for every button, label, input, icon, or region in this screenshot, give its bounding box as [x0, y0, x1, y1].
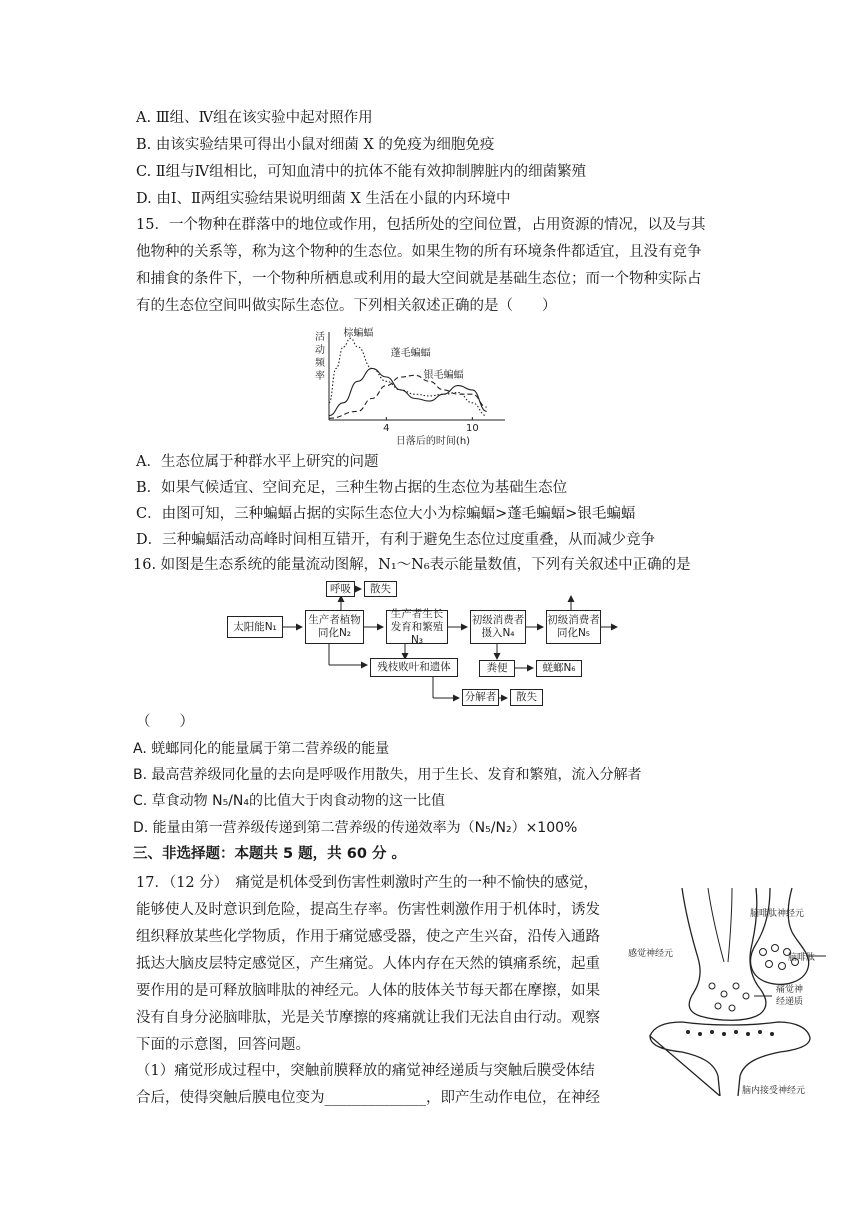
respiration-box: 呼吸: [326, 581, 355, 597]
enkephalin-neuron-outline: [751, 888, 809, 984]
pain-nt-label-2: 经递质: [776, 997, 804, 1007]
q16-stem: 16. 如图是生态系统的能量流动图解，N₁～N₆表示能量数值，下列有关叙述中正确的是: [133, 557, 691, 573]
q15-option-c: C．由图可知，三种蝙蝠占据的实际生态位大小为棕蝙蝠>蓬毛蝙蝠>银毛蝙蝠: [136, 506, 636, 522]
q16-option-a: A. 蜣螂同化的能量属于第二营养级的能量: [133, 741, 390, 757]
q15-option-b: B．如果气候适宜、空间充足，三种生物占据的生态位为基础生态位: [136, 480, 568, 496]
q14-option-b: B. 由该实验结果可得出小鼠对细菌 X 的免疫为细胞免疫: [136, 137, 495, 153]
q17-line: 17．（12 分） 痛觉是机体受到伤害性刺激时产生的一种不愉快的感觉，: [136, 875, 599, 891]
series-label: 棕蝙蝠: [343, 328, 374, 339]
producer-assimilation-box: 生产者植物同化N₂: [305, 610, 364, 644]
svg-text:动: 动: [315, 345, 325, 356]
series-line-3: [329, 375, 487, 418]
q17-line: 能够使人及时意识到危险，提高生存率。伤害性刺激作用于机体时，诱发: [136, 902, 600, 918]
q15-stem-line: 和捕食的条件下，一个物种所栖息或利用的最大空间就是基础生态位；而一个物种实际占: [136, 271, 702, 287]
x-tick-label: 4: [383, 423, 390, 434]
q16-option-b: B. 最高营养级同化量的去向是呼吸作用散失，用于生长、发育和繁殖，流入分解者: [133, 767, 642, 783]
producer-growth-box: 生产者生长发育和繁殖N₃: [386, 610, 448, 644]
svg-text:频: 频: [315, 358, 325, 369]
sensory-neuron-label: 感觉神经元: [628, 949, 674, 959]
y-axis-label: [315, 331, 326, 382]
sun-energy-box: 太阳能N₁: [227, 616, 283, 638]
primary-consumer-intake-box: 初级消费者摄入N₄: [470, 610, 526, 644]
q17-line: 要作用的是可释放脑啡肽的神经元。人体的肢体关节每天都在摩擦，如果: [136, 983, 600, 999]
decomposer-box: 分解者: [462, 689, 499, 706]
q16-answer-bracket: （ ）: [136, 714, 194, 730]
q14-option-c: C. Ⅱ组与Ⅳ组相比，可知血清中的抗体不能有效抑制脾脏内的细菌繁殖: [136, 164, 587, 180]
pain-nt-label: 痛觉神: [776, 985, 804, 995]
q17-line: （1）痛觉形成过程中，突触前膜释放的痛觉神经递质与突触后膜受体结: [136, 1063, 595, 1079]
postsynaptic-membrane: [650, 1022, 810, 1096]
q16-option-d: D. 能量由第一营养级传递到第二营养级的传递效率为（N₅/N₂）×100%: [133, 820, 578, 836]
dung-beetle-box: 蜣螂N₆: [536, 660, 582, 677]
q17-line: 组织释放某些化学物质，作用于痛觉感受器，使之产生兴奋，沿传入通路: [136, 929, 600, 945]
series-label: 蓬毛蝙蝠: [390, 348, 431, 359]
q15-stem-line: 有的生态位空间叫做实际生态位。下列相关叙述正确的是（ ）: [136, 298, 557, 314]
q17-line: 没有自身分泌脑啡肽，光是关节摩擦的疼痛就让我们无法自由行动。观察: [136, 1010, 600, 1026]
enkephalin-label: 脑啡肽: [788, 953, 816, 963]
enk-neuron-label: 脑啡肽神经元: [750, 909, 805, 919]
q14-option-d: D. 由Ⅰ、Ⅱ两组实验结果说明细菌 X 生活在小鼠的内环境中: [136, 191, 511, 207]
sensory-neuron-outline: [682, 888, 766, 1020]
q15-option-d: D．三种蝙蝠活动高峰时间相互错开，有利于避免生态位过度重叠，从而减少竞争: [136, 532, 656, 548]
synapse-figure: [620, 886, 845, 1096]
q17-line: 合后，使得突触后膜电位变为______________，即产生动作电位，在神经: [136, 1090, 600, 1106]
q14-option-a: A. Ⅲ组、Ⅳ组在该实验中起对照作用: [136, 110, 373, 126]
q15-stem-line: 他物种的关系等，称为这个物种的生态位。如果生物的所有环境条件都适宜，且没有竞争: [136, 244, 702, 260]
svg-text:率: 率: [315, 371, 325, 382]
feces-box: 粪便: [479, 660, 515, 677]
bat-activity-chart: [305, 326, 520, 448]
x-tick-label: 10: [465, 423, 479, 434]
primary-consumer-assimilation-box: 初级消费者同化N₅: [546, 610, 601, 644]
q17-line: 下面的示意图，回答问题。: [136, 1037, 310, 1053]
litter-box: 残枝败叶和遗体: [370, 658, 458, 677]
q15-stem-line: 15．一个物种在群落中的地位或作用，包括所处的空间位置，占用资源的情况，以及与其: [136, 217, 706, 233]
x-axis-label: 日落后的时间(h): [395, 436, 471, 447]
q16-option-c: C. 草食动物 N₅/N₄的比值大于肉食动物的这一比值: [133, 793, 446, 809]
svg-text:活: 活: [315, 332, 325, 343]
series-label: 银毛蝙蝠: [423, 370, 464, 381]
q17-line: 抵达大脑皮层特定感觉区，产生痛觉。人体内存在天然的镇痛系统，起重: [136, 956, 600, 972]
loss-box-2: 散失: [510, 689, 543, 706]
energy-flow-diagram: [225, 578, 625, 710]
brain-neuron-label: 脑内接受神经元: [742, 1086, 806, 1096]
q15-option-a: A．生态位属于种群水平上研究的问题: [136, 454, 379, 470]
loss-box-1: 散失: [364, 581, 397, 597]
section-heading: 三、非选择题：本题共 5 题，共 60 分 。: [133, 846, 407, 862]
